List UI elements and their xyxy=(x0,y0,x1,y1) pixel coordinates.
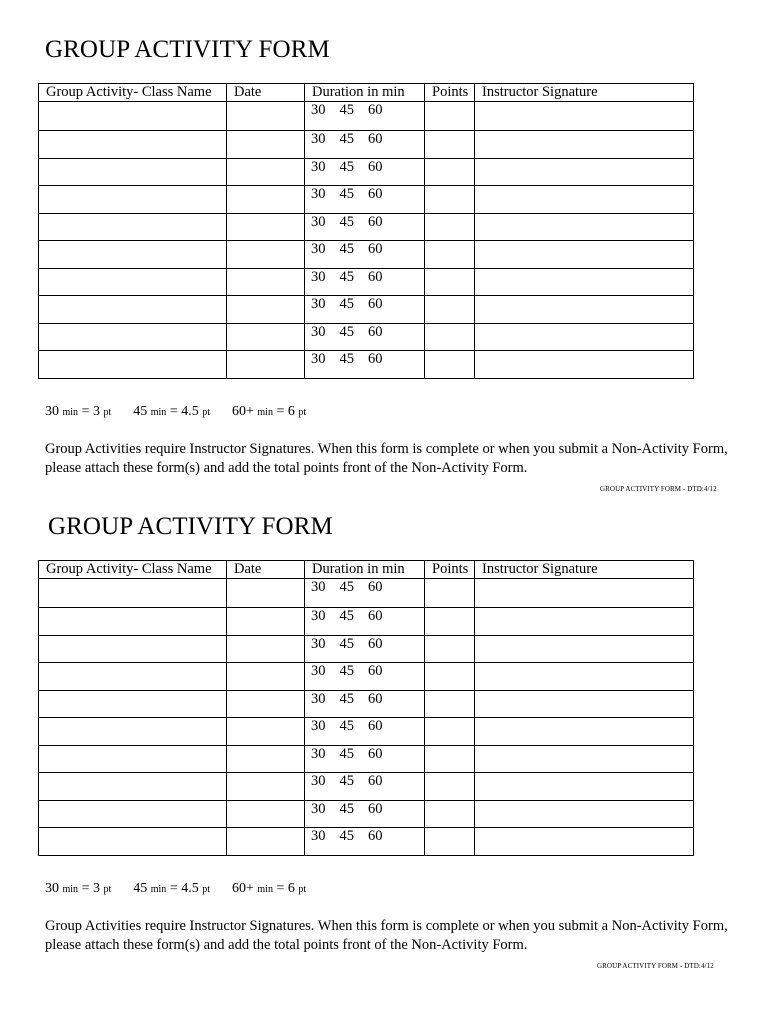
duration-option[interactable]: 60 xyxy=(368,663,383,679)
duration-cell[interactable] xyxy=(305,690,425,718)
class-name-cell[interactable] xyxy=(39,773,227,801)
duration-option[interactable]: 45 xyxy=(339,579,354,595)
activity-table xyxy=(38,560,694,856)
column-header: Instructor Signature xyxy=(475,84,694,102)
duration-option[interactable]: 45 xyxy=(339,213,354,230)
date-cell[interactable] xyxy=(227,268,305,296)
table-row xyxy=(39,158,694,186)
points-cell[interactable] xyxy=(425,635,475,663)
instructor-signature-cell[interactable] xyxy=(475,773,694,801)
duration-option[interactable]: 45 xyxy=(339,186,354,202)
duration-option[interactable]: 60 xyxy=(368,102,383,118)
duration-option[interactable]: 30 xyxy=(311,579,326,595)
instructor-signature-cell[interactable] xyxy=(475,296,694,324)
column-header: Instructor Signature xyxy=(475,561,694,579)
duration-cell[interactable] xyxy=(305,800,425,828)
instructor-signature-cell[interactable] xyxy=(475,608,694,636)
date-cell[interactable] xyxy=(227,102,305,131)
date-cell[interactable] xyxy=(227,718,305,746)
duration-cell[interactable] xyxy=(305,323,425,351)
table-header-row xyxy=(39,561,694,579)
duration-option[interactable]: 60 xyxy=(368,635,383,652)
duration-cell[interactable] xyxy=(305,296,425,324)
activity-table xyxy=(38,83,694,379)
points-cell[interactable] xyxy=(425,745,475,773)
duration-option[interactable]: 60 xyxy=(368,296,383,312)
column-header: Points xyxy=(425,561,475,579)
instructions-note: Group Activities require Instructor Signatures. When this form is complete or when you submit a Non-Activity Form, please attach these form(s) and add the total points front of the Non-Activity Form. xyxy=(45,441,728,476)
date-cell[interactable] xyxy=(227,800,305,828)
duration-option[interactable]: 30 xyxy=(311,323,326,340)
table-header-row xyxy=(39,84,694,102)
date-cell[interactable] xyxy=(227,745,305,773)
duration-option[interactable]: 30 xyxy=(311,745,326,762)
duration-cell[interactable] xyxy=(305,241,425,269)
duration-option[interactable]: 30 xyxy=(311,241,326,257)
date-cell[interactable] xyxy=(227,773,305,801)
duration-option[interactable]: 30 xyxy=(311,158,326,175)
duration-option[interactable]: 60 xyxy=(368,828,383,844)
duration-option[interactable]: 30 xyxy=(311,608,326,624)
duration-cell[interactable] xyxy=(305,745,425,773)
table-row xyxy=(39,186,694,214)
duration-option[interactable]: 30 xyxy=(311,773,326,789)
class-name-cell[interactable] xyxy=(39,158,227,186)
instructor-signature-cell[interactable] xyxy=(475,745,694,773)
instructor-signature-cell[interactable] xyxy=(475,800,694,828)
duration-option[interactable]: 60 xyxy=(368,158,383,175)
column-header: Points xyxy=(425,84,475,102)
duration-option[interactable]: 45 xyxy=(339,690,354,707)
date-cell[interactable] xyxy=(227,663,305,691)
table-row xyxy=(39,690,694,718)
duration-option[interactable]: 30 xyxy=(311,268,326,285)
table-row xyxy=(39,828,694,856)
duration-option[interactable]: 60 xyxy=(368,213,383,230)
class-name-cell[interactable] xyxy=(39,213,227,241)
points-cell[interactable] xyxy=(425,186,475,214)
instructor-signature-cell[interactable] xyxy=(475,268,694,296)
duration-cell[interactable] xyxy=(305,718,425,746)
date-cell[interactable] xyxy=(227,579,305,608)
table-row xyxy=(39,351,694,379)
class-name-cell[interactable] xyxy=(39,241,227,269)
scale-item: 30 min = 3 pt xyxy=(45,881,112,896)
points-scale xyxy=(45,881,328,897)
table-row xyxy=(39,745,694,773)
duration-option[interactable]: 45 xyxy=(339,773,354,789)
points-cell[interactable] xyxy=(425,158,475,186)
duration-option[interactable]: 60 xyxy=(368,690,383,707)
table-row xyxy=(39,131,694,159)
points-cell[interactable] xyxy=(425,102,475,131)
table-row xyxy=(39,268,694,296)
date-cell[interactable] xyxy=(227,241,305,269)
points-cell[interactable] xyxy=(425,323,475,351)
points-cell[interactable] xyxy=(425,828,475,856)
points-scale xyxy=(45,404,328,420)
duration-option[interactable]: 60 xyxy=(368,268,383,285)
date-cell[interactable] xyxy=(227,608,305,636)
duration-option[interactable]: 45 xyxy=(339,800,354,817)
points-cell[interactable] xyxy=(425,690,475,718)
duration-option[interactable]: 45 xyxy=(339,158,354,175)
duration-cell[interactable] xyxy=(305,579,425,608)
duration-option[interactable]: 30 xyxy=(311,635,326,652)
table-row xyxy=(39,635,694,663)
duration-option[interactable]: 45 xyxy=(339,102,354,118)
duration-option[interactable]: 45 xyxy=(339,745,354,762)
instructor-signature-cell[interactable] xyxy=(475,131,694,159)
duration-cell[interactable] xyxy=(305,158,425,186)
points-cell[interactable] xyxy=(425,131,475,159)
date-cell[interactable] xyxy=(227,323,305,351)
table-row xyxy=(39,323,694,351)
points-cell[interactable] xyxy=(425,296,475,324)
class-name-cell[interactable] xyxy=(39,296,227,324)
duration-option[interactable]: 45 xyxy=(339,351,354,367)
class-name-cell[interactable] xyxy=(39,579,227,608)
class-name-cell[interactable] xyxy=(39,635,227,663)
class-name-cell[interactable] xyxy=(39,323,227,351)
duration-option[interactable]: 60 xyxy=(368,131,383,147)
duration-option[interactable]: 60 xyxy=(368,608,383,624)
instructor-signature-cell[interactable] xyxy=(475,828,694,856)
duration-option[interactable]: 30 xyxy=(311,213,326,230)
instructor-signature-cell[interactable] xyxy=(475,690,694,718)
duration-cell[interactable] xyxy=(305,663,425,691)
class-name-cell[interactable] xyxy=(39,663,227,691)
duration-option[interactable]: 60 xyxy=(368,718,383,734)
scale-item: 60+ min = 6 pt xyxy=(232,881,307,896)
duration-option[interactable]: 30 xyxy=(311,296,326,312)
instructor-signature-cell[interactable] xyxy=(475,579,694,608)
class-name-cell[interactable] xyxy=(39,800,227,828)
scale-item: 60+ min = 6 pt xyxy=(232,404,307,419)
date-cell[interactable] xyxy=(227,158,305,186)
table-row xyxy=(39,663,694,691)
instructor-signature-cell[interactable] xyxy=(475,635,694,663)
date-cell[interactable] xyxy=(227,296,305,324)
duration-option[interactable]: 60 xyxy=(368,323,383,340)
duration-cell[interactable] xyxy=(305,268,425,296)
scale-item: 45 min = 4.5 pt xyxy=(133,881,210,896)
column-header: Duration in min xyxy=(305,561,425,579)
table-row xyxy=(39,773,694,801)
class-name-cell[interactable] xyxy=(39,351,227,379)
date-cell[interactable] xyxy=(227,186,305,214)
date-cell[interactable] xyxy=(227,351,305,379)
duration-option[interactable]: 60 xyxy=(368,351,383,367)
instructor-signature-cell[interactable] xyxy=(475,241,694,269)
instructor-signature-cell[interactable] xyxy=(475,718,694,746)
duration-cell[interactable] xyxy=(305,351,425,379)
form-code: GROUP ACTIVITY FORM - DTD:4/12 xyxy=(600,485,717,493)
duration-option[interactable]: 45 xyxy=(339,663,354,679)
duration-cell[interactable] xyxy=(305,828,425,856)
class-name-cell[interactable] xyxy=(39,608,227,636)
scale-item: 45 min = 4.5 pt xyxy=(133,404,210,419)
duration-option[interactable]: 45 xyxy=(339,635,354,652)
form-code: GROUP ACTIVITY FORM - DTD:4/12 xyxy=(597,962,714,970)
form-title: GROUP ACTIVITY FORM xyxy=(45,36,330,63)
duration-option[interactable]: 45 xyxy=(339,718,354,734)
class-name-cell[interactable] xyxy=(39,690,227,718)
instructor-signature-cell[interactable] xyxy=(475,323,694,351)
class-name-cell[interactable] xyxy=(39,718,227,746)
instructor-signature-cell[interactable] xyxy=(475,102,694,131)
points-cell[interactable] xyxy=(425,663,475,691)
duration-option[interactable]: 45 xyxy=(339,828,354,844)
table-row xyxy=(39,579,694,608)
instructor-signature-cell[interactable] xyxy=(475,158,694,186)
duration-cell[interactable] xyxy=(305,635,425,663)
duration-cell[interactable] xyxy=(305,131,425,159)
class-name-cell[interactable] xyxy=(39,828,227,856)
instructor-signature-cell[interactable] xyxy=(475,351,694,379)
date-cell[interactable] xyxy=(227,690,305,718)
date-cell[interactable] xyxy=(227,131,305,159)
points-cell[interactable] xyxy=(425,351,475,379)
points-cell[interactable] xyxy=(425,608,475,636)
duration-option[interactable]: 60 xyxy=(368,800,383,817)
duration-cell[interactable] xyxy=(305,773,425,801)
duration-option[interactable]: 30 xyxy=(311,718,326,734)
duration-cell[interactable] xyxy=(305,213,425,241)
table-row xyxy=(39,800,694,828)
scale-item: 30 min = 3 pt xyxy=(45,404,112,419)
duration-option[interactable]: 60 xyxy=(368,773,383,789)
duration-option[interactable]: 30 xyxy=(311,828,326,844)
instructions-note: Group Activities require Instructor Signatures. When this form is complete or when you submit a Non-Activity Form, please attach these form(s) and add the total points front of the Non-Activity Form. xyxy=(45,918,728,953)
duration-option[interactable]: 60 xyxy=(368,745,383,762)
duration-option[interactable]: 30 xyxy=(311,351,326,367)
table-row xyxy=(39,718,694,746)
duration-cell[interactable] xyxy=(305,102,425,131)
class-name-cell[interactable] xyxy=(39,186,227,214)
column-header: Group Activity- Class Name xyxy=(39,84,227,102)
instructor-signature-cell[interactable] xyxy=(475,213,694,241)
table-row xyxy=(39,213,694,241)
duration-cell[interactable] xyxy=(305,186,425,214)
points-cell[interactable] xyxy=(425,213,475,241)
column-header: Date xyxy=(227,561,305,579)
points-cell[interactable] xyxy=(425,718,475,746)
instructor-signature-cell[interactable] xyxy=(475,663,694,691)
duration-option[interactable]: 45 xyxy=(339,241,354,257)
table-row xyxy=(39,241,694,269)
points-cell[interactable] xyxy=(425,579,475,608)
class-name-cell[interactable] xyxy=(39,268,227,296)
table-row xyxy=(39,296,694,324)
duration-option[interactable]: 45 xyxy=(339,296,354,312)
duration-option[interactable]: 30 xyxy=(311,690,326,707)
points-cell[interactable] xyxy=(425,268,475,296)
column-header: Date xyxy=(227,84,305,102)
column-header: Duration in min xyxy=(305,84,425,102)
table-row xyxy=(39,102,694,131)
duration-option[interactable]: 45 xyxy=(339,131,354,147)
points-cell[interactable] xyxy=(425,241,475,269)
date-cell[interactable] xyxy=(227,635,305,663)
points-cell[interactable] xyxy=(425,800,475,828)
instructor-signature-cell[interactable] xyxy=(475,186,694,214)
date-cell[interactable] xyxy=(227,828,305,856)
duration-option[interactable]: 45 xyxy=(339,608,354,624)
duration-option[interactable]: 45 xyxy=(339,268,354,285)
duration-option[interactable]: 60 xyxy=(368,186,383,202)
column-header: Group Activity- Class Name xyxy=(39,561,227,579)
duration-option[interactable]: 30 xyxy=(311,800,326,817)
points-cell[interactable] xyxy=(425,773,475,801)
duration-option[interactable]: 60 xyxy=(368,579,383,595)
form-title: GROUP ACTIVITY FORM xyxy=(48,513,333,540)
duration-option[interactable]: 30 xyxy=(311,186,326,202)
duration-option[interactable]: 60 xyxy=(368,241,383,257)
class-name-cell[interactable] xyxy=(39,102,227,131)
duration-option[interactable]: 45 xyxy=(339,323,354,340)
duration-option[interactable]: 30 xyxy=(311,663,326,679)
table-row xyxy=(39,608,694,636)
duration-option[interactable]: 30 xyxy=(311,131,326,147)
duration-option[interactable]: 30 xyxy=(311,102,326,118)
class-name-cell[interactable] xyxy=(39,745,227,773)
duration-cell[interactable] xyxy=(305,608,425,636)
class-name-cell[interactable] xyxy=(39,131,227,159)
date-cell[interactable] xyxy=(227,213,305,241)
